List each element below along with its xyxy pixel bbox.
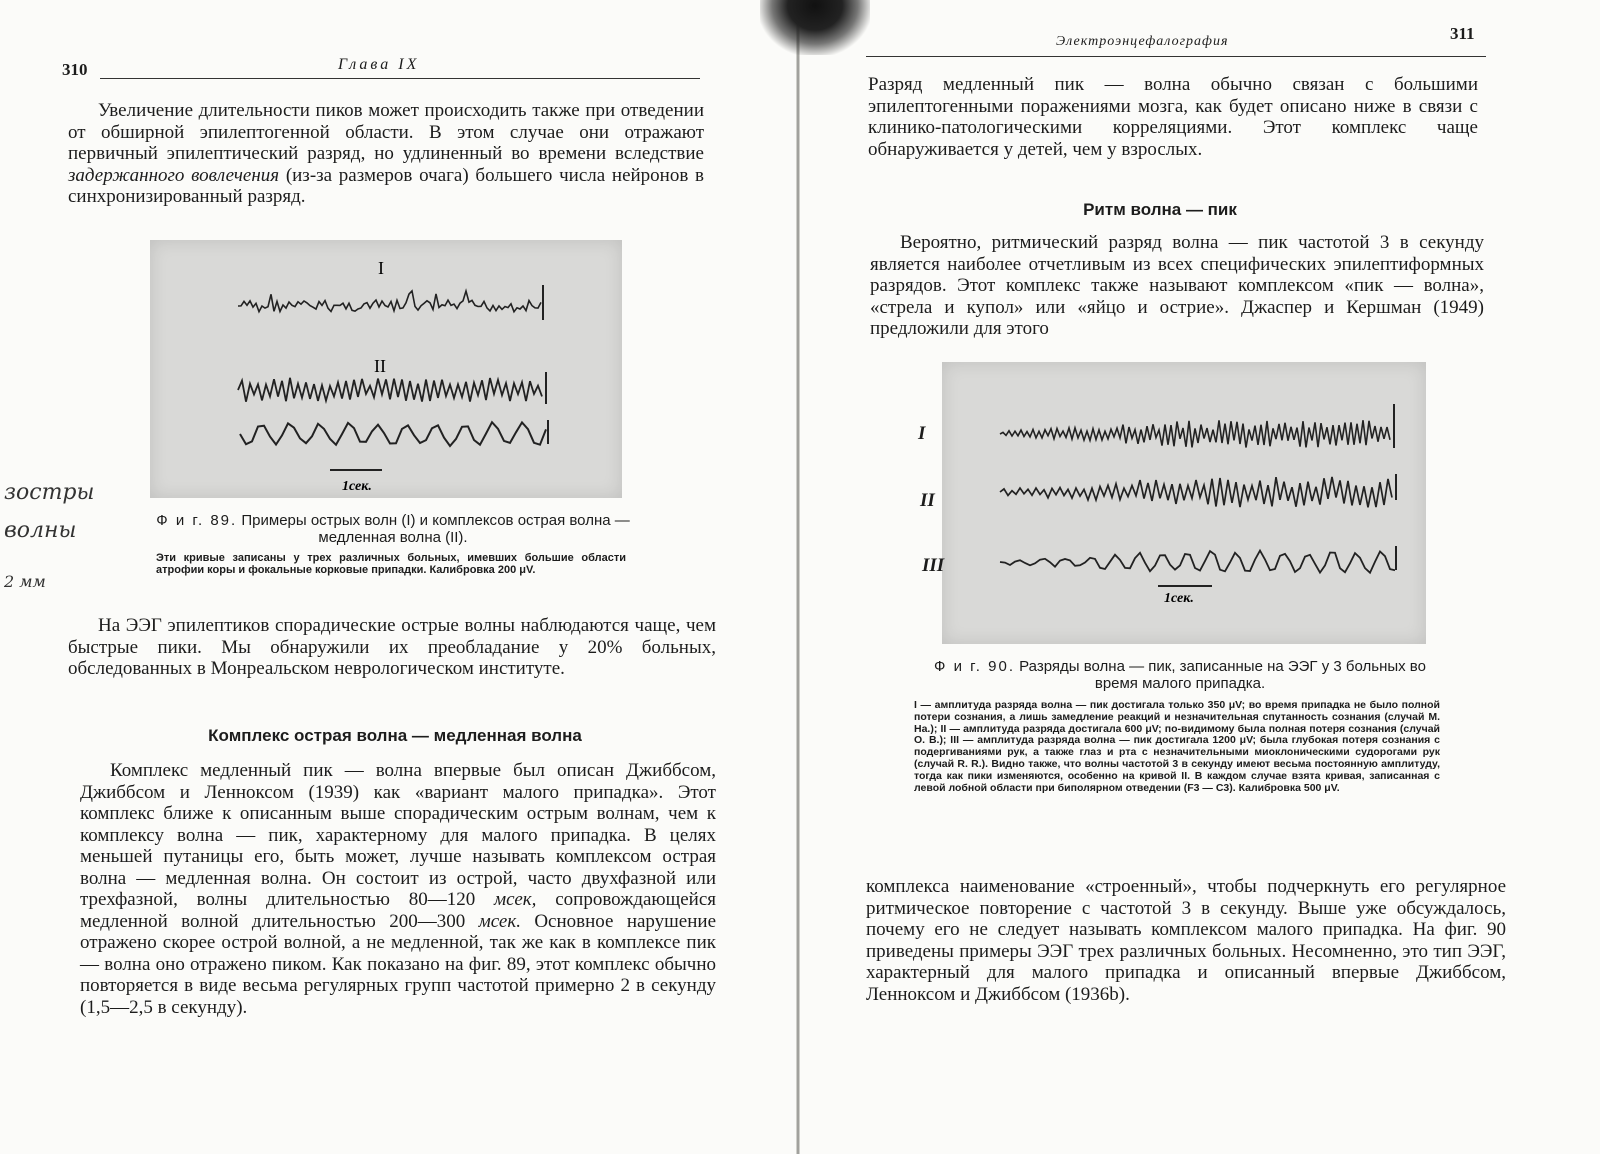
right-page-number: 311 <box>1450 24 1475 43</box>
margin-note-1: зостры <box>4 480 95 505</box>
figure-90-eeg-traces <box>942 362 1426 644</box>
figure-89-eeg-traces <box>150 240 622 498</box>
figure-90 <box>942 362 1426 644</box>
figure-90-note: I — амплитуда разряда волна — пик достигала только 350 μV; во время припадка не было полной потери сознания, а лишь замедление реакций и незначительная спутанность сознания (случай М. На.); II — амплитуда разряда достигала 600 μV; по-видимому была полная потеря сознания (случай О. В.); III — амплитуда разряда волна — пик достигала 1200 μV; была глубокая потеря сознания с подергиваниями рук, а также глаз и рта с незначительными миоклоническими судорогами рук (случай R. R.). Видно также, что волны частотой 3 в секунду имеют весьма постоянную амплитуду, тогда как пики изменяются, особенно на кривой II. В каждом случае взята кривая, записанная с левой лобной области при биполярном отведении (F3 — C3). Калибровка 500 μV. <box>914 699 1440 794</box>
fig90-caption-prefix: Ф и г. 90. <box>934 658 1015 675</box>
fig90-trace-3 <box>1000 551 1395 573</box>
left-paragraph-3-end: Основное нарушение отражено скорее острой волной, а не медленной, так же как в комплексе пик — волна оно отражено пиком. Как показано на фиг. 89, этот комплекс обычно повторяется в виде весьма регулярных групп частотой примерно 2 в секунду (1,5—2,5 в секунду). <box>80 910 716 1018</box>
figure-89-note: Эти кривые записаны у трех различных больных, имевших большие области атрофии коры и фокальные корковые припадки. Калибровка 200 μV. <box>156 552 626 576</box>
chapter-header: Глава IX <box>338 56 420 73</box>
fig89-trace-2 <box>238 378 542 402</box>
fig89-label-II: II <box>374 356 386 376</box>
left-paragraph-1-text: Увеличение длительности пиков может происходить также при отведении от обширной эпилептогенной области. В этом случае они отражают первичный эпилептический разряд, но удлиненный во времени вследствие <box>68 100 704 164</box>
left-page-number: 310 <box>62 60 88 79</box>
fig90-label-I: I <box>918 423 926 444</box>
right-paragraph-3: комплекса наименование «строенный», чтобы подчеркнуть его регулярное ритмическое повторение с частотой 3 в секунду. Выше уже обсуждалось, почему его не следует называть комплексом малого припадка. На фиг. 90 приведены примеры ЭЭГ трех различных больных. Несомненно, это тип ЭЭГ, характерный для малого припадка и описанный впервые Джиббсом, Ленноксом и Джиббсом (1936b). <box>866 876 1506 1005</box>
fig89-label-I: I <box>378 258 384 278</box>
left-paragraph-1 <box>68 100 704 208</box>
fig90-label-II: II <box>920 490 935 511</box>
right-paragraph-2: Вероятно, ритмический разряд волна — пик частотой 3 в секунду является наиболее отчетливым из всех специфических эпилептиформных разрядов. Этот комплекс также называют комплексом «пик — волна», «стрела и купол» или «яйцо и острие». Джаспер и Кершман (1949) предложили для этого <box>870 232 1484 339</box>
fig89-caption-text: Примеры острых волн (I) и комплексов острая волна — медленная волна (II). <box>241 512 630 546</box>
left-paragraph-1-italic: задержанного вовлечения <box>68 164 280 186</box>
left-paragraph-3 <box>80 760 716 1018</box>
fig89-caption-prefix: Ф и г. 89. <box>156 512 238 529</box>
fig89-scale-label: 1сек. <box>342 479 372 494</box>
left-paragraph-1-end: (из-за размеров очага) большего числа нейронов в синхронизированный разряд. <box>68 164 705 207</box>
figure-90-caption <box>912 658 1448 692</box>
left-paragraph-3-text: Комплекс медленный пик — волна впервые был описан Джиббсом, Джиббсом и Ленноксом (1939) как «вариант малого припадка». Этот комплекс ближе к описанным выше спорадическим острым волнам, чем к комплексу волна — пик, характерному для малого припадка. В целях меньшей путаницы его, быть может, лучше называть комплексом острая волна — медленная волна. Он состоит из острой, часто двухфазной или трехфазной, волны длительностью 80—120 <box>80 760 716 910</box>
right-header-rule <box>866 56 1486 57</box>
left-paragraph-3-italic-2: мсек. <box>478 910 521 932</box>
left-header-rule <box>100 78 700 79</box>
fig90-trace-1 <box>1000 420 1390 447</box>
fig90-scale-label: 1сек. <box>1164 591 1194 606</box>
margin-note-3: 2 мм <box>4 572 46 591</box>
left-section-heading: Комплекс острая волна — медленная волна <box>208 726 582 745</box>
fig89-trace-1 <box>238 291 541 312</box>
left-page <box>0 0 790 1154</box>
fig90-trace-2 <box>1000 477 1392 507</box>
figure-89 <box>150 240 622 498</box>
margin-note-2: волны <box>4 518 77 543</box>
fig90-caption-text: Разряды волна — пик, записанные на ЭЭГ у 3 больных во время малого припадка. <box>1019 658 1426 692</box>
left-paragraph-3-italic-1: мсек, <box>494 889 537 910</box>
right-paragraph-1: Разряд медленный пик — волна обычно связан с большими эпилептогенными поражениями мозга, как будет описано ниже в связи с клинико-патологическими корреляциями. Этот комплекс чаще обнаруживается у детей, чем у взрослых. <box>868 74 1478 160</box>
left-paragraph-2: На ЭЭГ эпилептиков спорадические острые волны наблюдаются чаще, чем быстрые пики. Мы обнаружили их преобладание у 20% больных, обследованных в Монреальском неврологическом институте. <box>68 615 716 679</box>
left-paragraph-3-mid: сопровождающейся медленной волной длительностью 200—300 <box>80 889 717 932</box>
fig89-trace-3 <box>240 422 546 446</box>
right-section-heading: Ритм волна — пик <box>1083 200 1237 219</box>
figure-89-caption <box>150 512 636 546</box>
right-page <box>800 0 1600 1154</box>
running-header: Электроэнцефалография <box>1056 34 1229 49</box>
fig90-label-III: III <box>922 555 945 576</box>
